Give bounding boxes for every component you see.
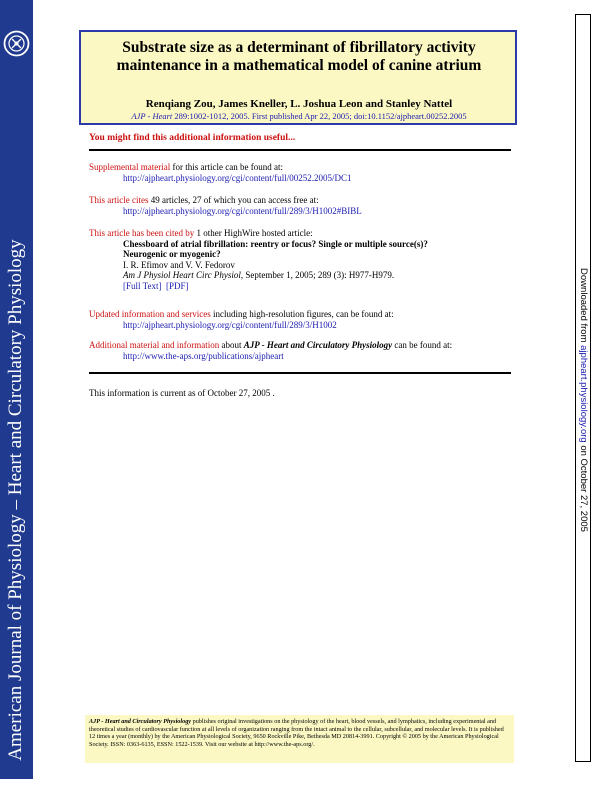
article-authors: Renqiang Zou, James Kneller, L. Joshua Leon and Stanley Nattel [145,98,453,110]
supplemental-url[interactable]: http://ajpheart.physiology.org/cgi/content/full/00252.2005/DC1 [123,172,352,183]
additional-journal-name: AJP - Heart and Circulatory Physiology [243,340,393,350]
article-citation [89,111,509,121]
cites-section [89,195,509,216]
society-seal-icon [3,30,30,57]
article-cites-link[interactable]: This article cites [89,195,149,205]
full-text-link[interactable]: [Full Text] [123,280,162,291]
citation-journal: AJP - Heart [131,111,173,121]
supplemental-section [89,162,509,183]
cited-article-journal: Am J Physiol Heart Circ Physiol [123,270,241,280]
download-site-link[interactable]: ajpheart.physiology.org [578,345,589,443]
additional-section [89,340,509,361]
updated-info-link[interactable]: Updated information and services [89,309,211,319]
download-note [575,120,591,680]
pdf-link[interactable]: [PDF] [165,280,189,291]
cited-by-text: 1 other HighWire hosted article: [194,228,313,238]
article-title-line1: Substrate size as a determinant of fibrillatory activity [122,39,476,56]
article-title-box [79,30,517,125]
article-cites-text: 49 articles, 27 of which you can access free at: [148,195,319,205]
supplemental-text: for this article can be found at: [170,162,283,172]
updated-info-text: including high-resolution figures, can be found at: [210,309,394,319]
download-prefix: Downloaded from [578,268,589,346]
additional-info-heading: You might find this additional information useful... [89,133,296,143]
divider-top [89,149,511,151]
divider-bottom [89,372,511,374]
article-title-line2: maintenance in a mathematical model of canine atrium [116,57,482,74]
journal-footer [85,715,514,763]
cited-article-authors: I. R. Efimov and V. V. Fedorov [123,259,235,270]
cited-by-link[interactable]: This article has been cited by [89,228,195,238]
footer-journal-name: AJP - Heart and Circulatory Physiology [89,718,192,725]
cited-article-details: , September 1, 2005; 289 (3): H977-H979. [240,270,395,280]
side-journal-title: American Journal of Physiology – Heart and Circulatory Physiology [5,239,26,761]
updated-section [89,309,509,330]
updated-info-url[interactable]: http://ajpheart.physiology.org/cgi/content/full/289/3/H1002 [123,319,337,330]
footer-body: publishes original investigations on the physiology of the heart, blood vessels, and lymphatics, including experimental and theoretical studies of cardiovascular function at all levels of organization ranging from the intact animal to the cellular, subcellular, and molecular levels. It is published 12 times a year (monthly) by the American Physiological Society, 9650 Rockville Pike, Bethesda MD 20814-3991. Copyright © 2005 by the American Physiological Society. ISSN: 0363-6135, ESSN: 1522-1539. Visit our website at http://www.the-aps.org/. [89,718,504,748]
supplemental-link[interactable]: Supplemental material [89,162,171,172]
additional-url[interactable]: http://www.the-aps.org/publications/ajpheart [123,350,284,361]
download-suffix: on October 27, 2005 [578,442,589,532]
citation-details: 289:1002-1012, 2005. First published Apr 22, 2005; doi:10.1152/ajpheart.00252.2005 [172,111,467,121]
cited-by-section [89,228,509,291]
additional-text-post: can be found at: [392,340,453,350]
article-title [89,39,509,75]
current-as-of-note: This information is current as of October 27, 2005 . [89,388,275,398]
cited-article-title-line1: Chessboard of atrial fibrillation: reentry or focus? Single or multiple source(s)? [123,238,428,249]
additional-material-link[interactable]: Additional material and information [89,340,220,350]
cited-article-title-line2: Neurogenic or myogenic? [123,249,221,259]
additional-text-pre: about [219,340,244,350]
article-cites-url[interactable]: http://ajpheart.physiology.org/cgi/content/full/289/3/H1002#BIBL [123,205,362,216]
